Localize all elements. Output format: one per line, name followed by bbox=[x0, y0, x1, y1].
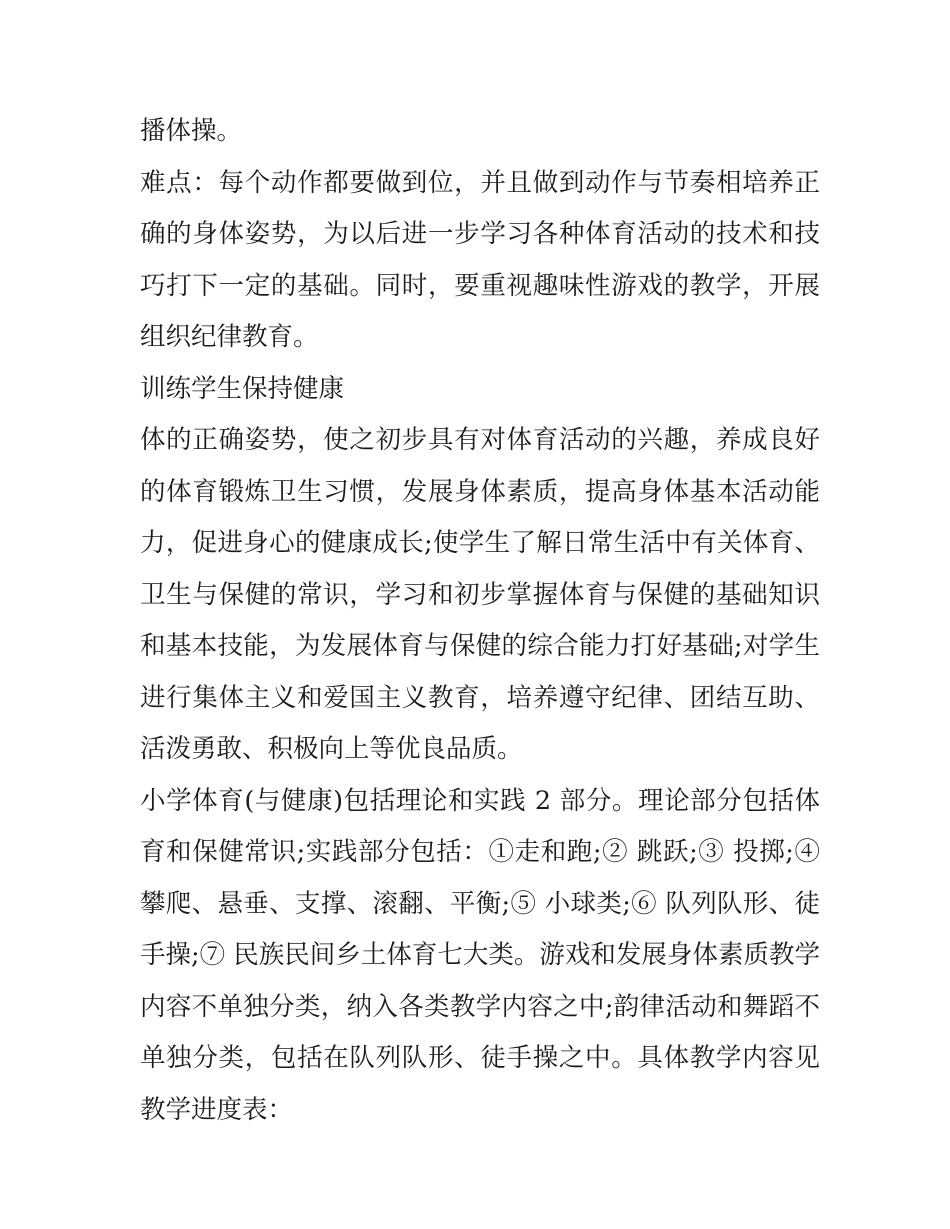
paragraph-training-heading: 训练学生保持健康 bbox=[140, 373, 345, 404]
document-page bbox=[140, 106, 820, 1136]
paragraph-content-categories: 小学体育(与健康)包括理论和实践 2 部分。理论部分包括体育和保健常识;实践部分包括：①走和跑;② 跳跃;③ 投掷;④ 攀爬、悬垂、支撑、滚翻、平衡;⑤ 小球类;⑥ 队列队形、徒手操;⑦ 民族民间乡土体育七大类。游戏和发展身体素质教学内容不单独分类，纳入各类教学内容之中;韵律活动和舞蹈不单独分类，包括在队列队形、徒手操之中。具体教学内容见教学进度表： bbox=[140, 785, 820, 1125]
paragraph-broadcast-exercise: 播体操。 bbox=[140, 116, 243, 146]
paragraph-goals: 体的正确姿势，使之初步具有对体育活动的兴趣，养成良好的体育锻炼卫生习惯，发展身体素质，提高身体基本活动能力，促进身心的健康成长;使学生了解日常生活中有关体育、卫生与保健的常识，学习和初步掌握体育与保健的基础知识和基本技能，为发展体育与保健的综合能力打好基础;对学生进行集体主义和爱国主义教育，培养遵守纪律、团结互助、活泼勇敢、积极向上等优良品质。 bbox=[140, 425, 820, 764]
paragraph-difficulty: 难点：每个动作都要做到位，并且做到动作与节奏相培养正确的身体姿势，为以后进一步学习各种体育活动的技术和技巧打下一定的基础。同时，要重视趣味性游戏的教学，开展组织纪律教育。 bbox=[140, 167, 820, 352]
